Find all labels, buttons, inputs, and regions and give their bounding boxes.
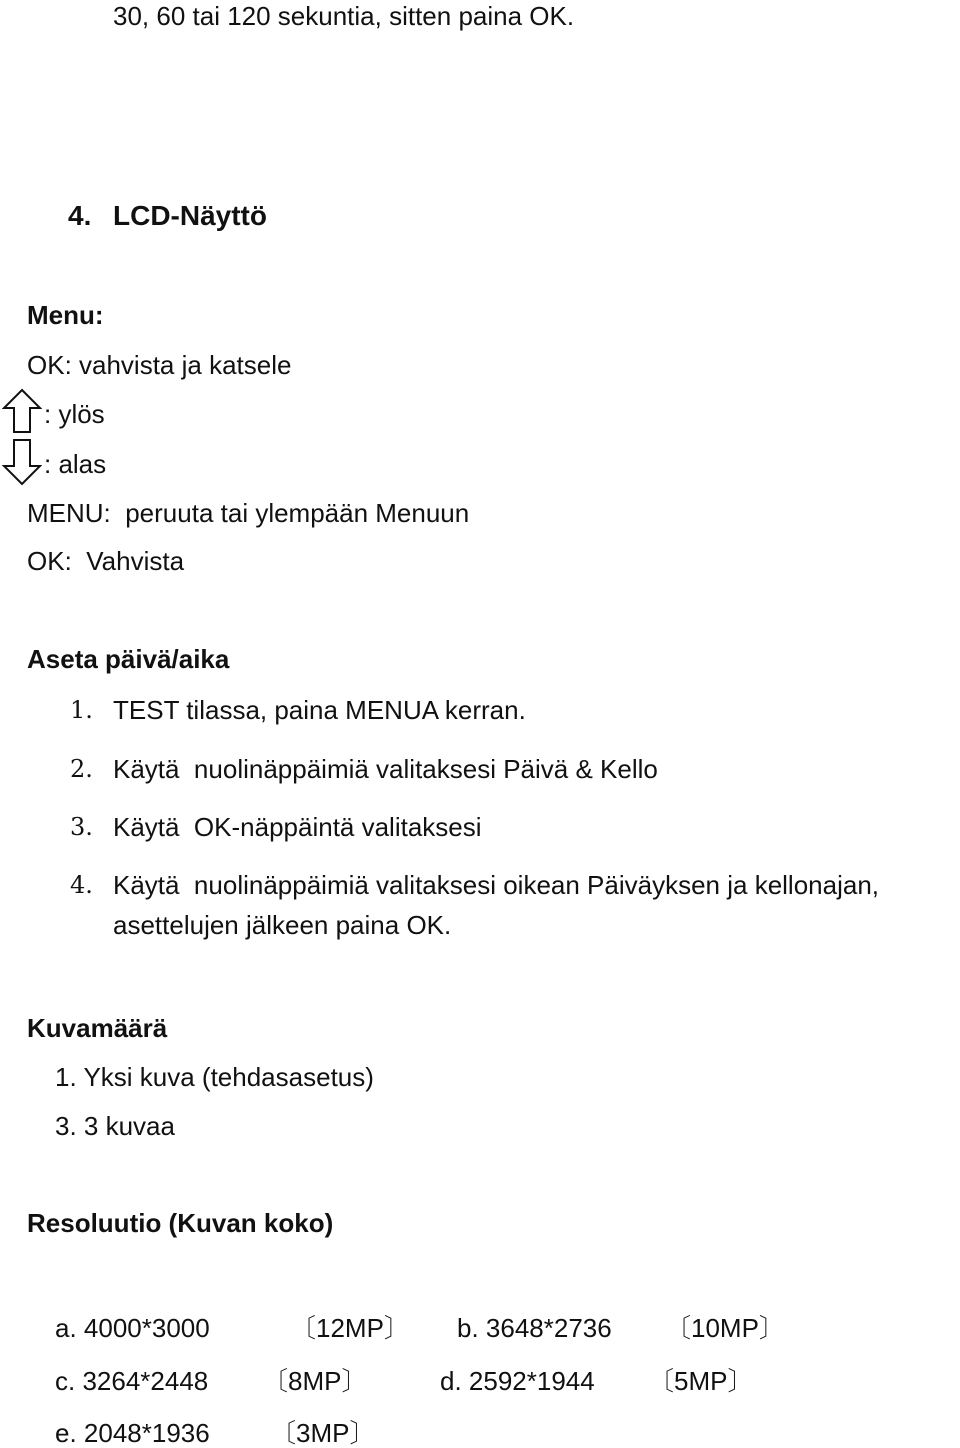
count-item: 1. Yksi kuva (tehdasasetus) [55, 1062, 374, 1092]
resolution-label: a. 4000*3000 [55, 1313, 210, 1343]
step-number: 2. [70, 755, 93, 783]
up-arrow-icon [2, 388, 42, 434]
down-arrow-icon [2, 438, 42, 486]
menu-down: : alas [44, 449, 107, 479]
step-text: Käytä OK-näppäintä valitaksesi [113, 812, 482, 842]
menu-ok-confirm: OK: Vahvista [27, 546, 185, 576]
section-number: 4. [68, 200, 92, 231]
resolution-mp: 〔10MP〕 [665, 1313, 785, 1343]
resolution-label: e. 2048*1936 [55, 1418, 210, 1448]
resolution-label: d. 2592*1944 [440, 1366, 595, 1396]
menu-ok-view: OK: vahvista ja katsele [27, 350, 292, 380]
count-heading: Kuvamäärä [27, 1013, 168, 1043]
resolution-label: c. 3264*2448 [55, 1366, 209, 1396]
resolution-label: b. 3648*2736 [457, 1313, 612, 1343]
menu-up: : ylös [44, 399, 105, 429]
menu-heading: Menu: [27, 300, 104, 330]
resolution-mp: 〔5MP〕 [648, 1366, 754, 1396]
step-number: 1. [70, 696, 93, 724]
intro-line: 30, 60 tai 120 sekuntia, sitten paina OK. [113, 1, 575, 31]
step-number: 4. [70, 871, 93, 899]
step-number: 3. [70, 813, 93, 841]
datetime-heading: Aseta päivä/aika [27, 644, 230, 674]
resolution-heading: Resoluutio (Kuvan koko) [27, 1208, 334, 1238]
section-title: LCD-Näyttö [113, 200, 267, 231]
resolution-mp: 〔8MP〕 [262, 1366, 368, 1396]
resolution-mp: 〔12MP〕 [290, 1313, 410, 1343]
resolution-mp: 〔3MP〕 [270, 1418, 376, 1448]
count-item: 3. 3 kuvaa [55, 1111, 175, 1141]
menu-back: MENU: peruuta tai ylempään Menuun [27, 498, 470, 528]
step-text: Käytä nuolinäppäimiä valitaksesi Päivä & Kello [113, 754, 658, 784]
step-text: TEST tilassa, paina MENUA kerran. [113, 695, 526, 725]
step-text-continued: asettelujen jälkeen paina OK. [113, 910, 452, 940]
step-text: Käytä nuolinäppäimiä valitaksesi oikean Päiväyksen ja kellonajan, [113, 870, 880, 900]
